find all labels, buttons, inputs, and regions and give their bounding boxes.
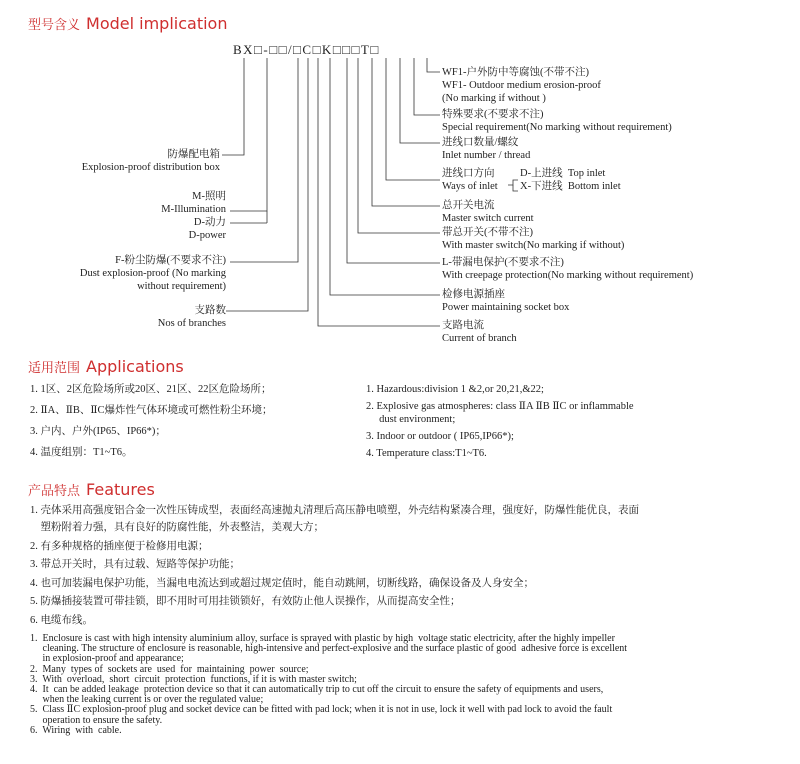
label-branches-en: Nos of branches xyxy=(157,318,226,329)
inlet-option-bottom xyxy=(520,180,621,193)
app-en-item-text: dust environment; xyxy=(366,414,456,425)
line-inletnum xyxy=(400,58,440,143)
feature-cn-text: 塑粉附着力强，具有良好的防腐性能，外表整洁，美观大方； xyxy=(30,522,324,533)
label-dust-en: Dust explosion-proof (No marking xyxy=(79,268,226,279)
label-creepage-cn: L-带漏电保护(不要求不注) xyxy=(442,257,564,268)
feature-cn-item: 5. 防爆插接装置可带挂锁，即不用时可用挂锁锁好，有效防止他人误操作，从而提高安全性； xyxy=(30,596,461,607)
line-mlight xyxy=(230,58,267,211)
label-dust-cn: F-粉尘防爆(不要求不注) xyxy=(115,255,226,266)
line-current xyxy=(318,58,440,326)
label-creepage xyxy=(442,256,693,282)
line-inlet-bottom xyxy=(513,185,518,191)
inlet-bottom-cn: X-下进线 xyxy=(520,181,563,192)
label-master-current xyxy=(442,199,534,225)
inlet-top-cn: D-上进线 xyxy=(520,168,563,179)
label-box-en: Explosion-proof distribution box xyxy=(81,162,220,173)
label-special-cn: 特殊要求(不要求不注) xyxy=(442,109,544,120)
line-creepage xyxy=(347,58,440,263)
label-dust xyxy=(80,254,226,293)
app-cn-item: 4. 温度组别：T1~T6。 xyxy=(30,447,133,458)
line-box xyxy=(222,58,244,155)
line-dust xyxy=(230,58,298,262)
label-wf1 xyxy=(442,66,601,105)
app-en-item-text: 4. Temperature class:T1~T6. xyxy=(366,448,487,459)
feature-cn-item: 3. 带总开关时，具有过载、短路等保护功能； xyxy=(30,559,240,570)
applications-title-cn: 适用范围 xyxy=(28,361,81,376)
applications-cn-list xyxy=(30,383,273,463)
label-distribution-box xyxy=(82,148,220,174)
label-master-cn: 总开关电流 xyxy=(442,200,495,211)
app-en-item-text: 2. Explosive gas atmospheres: class ⅡA ⅡB ⅡC or inflammable xyxy=(366,401,634,412)
label-current-en: Current of branch xyxy=(442,333,517,344)
model-diagram-lines xyxy=(0,0,800,360)
feature-en-line: 2. Many types of sockets are used for maintaining power source; xyxy=(30,663,309,675)
app-en-item xyxy=(366,430,634,443)
feature-en-line: 4. It can be added leakage protection device so that it can automatically trip to cut off the circuit to ensure the safety of equipments and users, xyxy=(30,684,604,696)
inlet-top-en: Top inlet xyxy=(567,168,606,179)
label-current-cn: 支路电流 xyxy=(442,320,484,331)
app-cn-item: 1. 1区、2区危险场所或20区、21区、22区危险场所； xyxy=(30,384,272,395)
label-special xyxy=(442,108,672,134)
applications-en-list xyxy=(366,383,634,464)
feature-en-line: in explosion-proof and appearance; xyxy=(30,653,184,665)
app-en-item-text: 1. Hazardous:division 1 &2,or 20,21,&22; xyxy=(366,384,544,395)
feature-cn-text: 1. 壳体采用高强度铝合金一次性压铸成型，表面经高速抛丸清理后高压静电喷塑，外壳结构紧凑合理，强度好，防爆性能优良，表面 xyxy=(30,505,639,516)
label-branches xyxy=(158,304,226,330)
label-master-en: Master switch current xyxy=(442,213,534,224)
applications-section-title xyxy=(28,357,184,376)
feature-cn-item: 2. 有多种规格的插座便于检修用电源； xyxy=(30,540,209,552)
line-ways xyxy=(386,58,440,180)
label-ways-of-inlet xyxy=(442,167,498,193)
label-creepage-en: With creepage protection(No marking without requirement) xyxy=(442,270,694,281)
app-en-item xyxy=(366,447,634,460)
feature-cn-item: 6. 电缆布线。 xyxy=(30,614,93,626)
label-socket-cn: 检修电源插座 xyxy=(442,289,505,300)
features-title-en: Features xyxy=(86,480,155,499)
feature-en-line: 1. Enclosure is cast with high intensity aluminium alloy, surface is sprayed with plastic by high voltage static electricity, after the highly impeller xyxy=(30,633,615,644)
feature-cn-item xyxy=(30,504,639,534)
label-inlet-options xyxy=(520,167,621,193)
label-ways-en: Ways of inlet xyxy=(442,181,498,192)
label-withmaster-en: With master switch(No marking if without) xyxy=(442,240,625,251)
feature-en-line: cleaning. The structure of enclosure is reasonable, high-intensive and perfect-explosive and the surface plastic of good adhesive force is excellent xyxy=(30,643,628,655)
features-title-cn: 产品特点 xyxy=(28,484,81,499)
label-inletnum-en: Inlet number / thread xyxy=(442,150,531,161)
inlet-option-top xyxy=(520,167,621,180)
label-power xyxy=(189,216,226,242)
feature-en-line: 5. Class ⅡC explosion-proof plug and socket device can be fitted with pad lock; when it is not in use, lock it well with pad lock to avoid the fault xyxy=(30,704,613,716)
label-branches-cn: 支路数 xyxy=(194,305,226,316)
feature-en-line: 6. Wiring with cable. xyxy=(30,724,122,736)
label-dust-en-2: without requirement) xyxy=(137,281,226,292)
label-ways-cn: 进线口方向 xyxy=(442,168,495,179)
label-special-en: Special requirement(No marking without requirement) xyxy=(442,122,672,133)
label-wf1-en: WF1- Outdoor medium erosion-proof xyxy=(442,80,601,91)
line-master xyxy=(372,58,440,206)
label-dpower-cn: D-动力 xyxy=(193,217,226,228)
model-title-en: Model implication xyxy=(86,14,228,33)
label-wf1-en-2: (No marking if without ) xyxy=(442,93,546,104)
features-cn-list xyxy=(30,504,639,632)
feature-en-line: operation to ensure the safety. xyxy=(30,714,163,726)
feature-en-line: when the leaking current is or over the regulated value; xyxy=(30,694,264,706)
app-en-item-text: 3. Indoor or outdoor ( IP65,IP66*); xyxy=(366,431,514,442)
label-with-master xyxy=(442,226,624,252)
line-socket xyxy=(330,58,440,295)
label-inletnum-cn: 进线口数量/螺纹 xyxy=(442,137,519,148)
label-withmaster-cn: 带总开关(不带不注) xyxy=(442,227,533,238)
line-withmaster xyxy=(358,58,440,233)
label-branch-current xyxy=(442,319,517,345)
app-en-item xyxy=(366,400,634,426)
label-mlight-en: M-Illumination xyxy=(161,204,226,215)
inlet-bottom-en: Bottom inlet xyxy=(567,181,621,192)
label-socket xyxy=(442,288,569,314)
app-cn-item: 2. ⅡA、ⅡB、ⅡC爆炸性气体环境或可燃性粉尘环境； xyxy=(30,405,273,416)
model-title-cn: 型号含义 xyxy=(28,18,81,33)
app-en-item xyxy=(366,383,634,396)
app-cn-item: 3. 户内、户外(IP65、IP66*)； xyxy=(30,426,166,437)
model-code: BX□-□□/□C□K□□□T□ xyxy=(233,42,380,57)
features-section-title xyxy=(28,480,155,499)
line-inlet-top xyxy=(508,180,518,185)
applications-title-en: Applications xyxy=(86,357,184,376)
label-illumination xyxy=(161,190,226,216)
line-wf1 xyxy=(427,58,440,72)
label-mlight-cn: M-照明 xyxy=(192,191,226,202)
label-dpower-en: D-power xyxy=(188,230,226,241)
label-inlet-number xyxy=(442,136,530,162)
feature-en-line: 3. With overload, short circuit protection functions, if it is with master switch; xyxy=(30,673,357,685)
label-socket-en: Power maintaining socket box xyxy=(442,302,570,313)
feature-cn-item: 4. 也可加装漏电保护功能，当漏电电流达到或超过规定值时，能自动跳闸，切断线路，确保设备及人身安全； xyxy=(30,577,534,589)
features-en-list xyxy=(30,634,627,736)
label-box-cn: 防爆配电箱 xyxy=(167,149,220,160)
label-wf1-cn: WF1-户外防中等腐蚀(不带不注) xyxy=(442,67,589,78)
